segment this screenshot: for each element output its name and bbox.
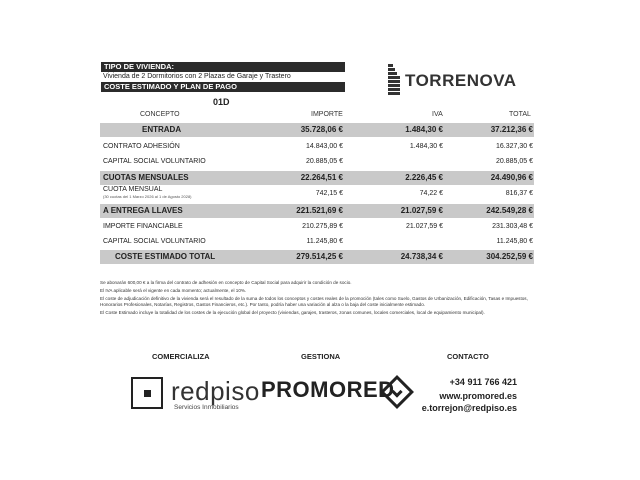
contacto-label: CONTACTO — [447, 352, 489, 361]
promored-logo-text: PROMORED — [261, 377, 395, 402]
row-total: 11.245,80 € — [496, 238, 533, 245]
row-importe: 221.521,69 € — [296, 206, 343, 215]
table-row — [100, 184, 534, 202]
note-text: El IVA aplicable será el vigente en cada momento; actualmente, el 10%. — [100, 287, 247, 293]
row-importe: 22.264,51 € — [300, 173, 343, 182]
row-total: 37.212,36 € — [490, 125, 533, 134]
table-row — [100, 171, 534, 185]
row-label: CUOTA MENSUAL — [103, 186, 163, 193]
redpiso-logo-text: redpiso — [171, 376, 260, 406]
row-label: IMPORTE FINANCIABLE — [103, 223, 183, 230]
redpiso-logo-icon — [131, 377, 163, 409]
row-label: ENTRADA — [142, 125, 182, 134]
note-text: El Coste Estimado incluye la totalidad de los costes de la ejecución global del proyecto (viviendas, garajes, trasteros, zonas comunes, locales comerciales, local de equipamiento municipal). — [100, 310, 485, 316]
row-label: COSTE ESTIMADO TOTAL — [115, 252, 216, 261]
table-row — [100, 204, 534, 218]
col-header-importe: IMPORTE — [311, 111, 343, 118]
note-text: Se abonarán 600,00 € a la firma del contrato de adhesión en concepto de Capital Social para adquirir la condición de socio. — [100, 280, 352, 285]
row-iva: 74,22 € — [419, 190, 443, 197]
row-importe: 35.728,06 € — [300, 125, 343, 134]
table-row — [100, 220, 534, 234]
row-total: 304.252,59 € — [486, 252, 533, 261]
row-iva: 21.027,59 € — [406, 223, 443, 230]
coste-estimado-label: COSTE ESTIMADO Y PLAN DE PAGO — [101, 82, 345, 92]
row-label: CUOTAS MENSUALES — [103, 173, 189, 182]
row-sublabel: (30 cuotas del 1 Marzo 2026 al 1 de Agosto 2028) — [103, 194, 192, 199]
redpiso-tagline: Servicios Inmobiliarios — [174, 404, 239, 411]
tipo-vivienda-value: Vivienda de 2 Dormitorios con 2 Plazas de Garaje y Trastero — [103, 73, 291, 80]
col-header-iva: IVA — [432, 111, 443, 118]
row-importe: 210.275,89 € — [302, 223, 343, 230]
table-row — [100, 123, 534, 137]
table-row — [100, 140, 534, 154]
row-total: 20.885,05 € — [496, 158, 533, 165]
row-importe: 279.514,25 € — [296, 252, 343, 261]
unit-code: 01D — [213, 97, 230, 107]
contact-phone: +34 911 766 421 — [449, 377, 517, 387]
table-row — [100, 235, 534, 249]
notes-block — [100, 280, 530, 318]
torrenova-logo — [388, 62, 517, 96]
row-importe: 11.245,80 € — [306, 238, 343, 245]
row-total: 816,37 € — [505, 190, 533, 197]
row-importe: 742,15 € — [315, 190, 343, 197]
row-label: CONTRATO ADHESIÓN — [103, 143, 180, 150]
tipo-vivienda-label: TIPO DE VIVIENDA: — [101, 62, 345, 72]
row-label: CAPITAL SOCIAL VOLUNTARIO — [103, 158, 206, 165]
row-iva: 1.484,30 € — [409, 143, 443, 150]
row-iva: 24.738,34 € — [400, 252, 443, 261]
row-total: 242.549,28 € — [486, 206, 533, 215]
table-row — [100, 155, 534, 169]
row-label: A ENTREGA LLAVES — [103, 206, 183, 215]
contact-web: www.promored.es — [439, 391, 517, 401]
gestiona-label: GESTIONA — [301, 352, 341, 361]
row-importe: 20.885,05 € — [306, 158, 343, 165]
row-label: CAPITAL SOCIAL VOLUNTARIO — [103, 238, 206, 245]
row-iva: 21.027,59 € — [400, 206, 443, 215]
row-total: 24.490,96 € — [490, 173, 533, 182]
row-iva: 2.226,45 € — [405, 173, 443, 182]
comercializa-label: COMERCIALIZA — [152, 352, 210, 361]
contact-email: e.torrejon@redpiso.es — [421, 403, 517, 413]
row-iva: 1.484,30 € — [405, 125, 443, 134]
brand-name: TORRENOVA — [405, 71, 517, 90]
col-header-concepto: CONCEPTO — [140, 111, 180, 118]
note-text: El coste de adjudicación definitivo de la vivienda será el resultado de la suma de todos los conceptos y costes reales de la promoción (tales como Suelo, Gastos de Urbanización, Edificación, Tasas e Impuestos, Honorarios Profesionales, Notarías, Registros, Gastos Financieros, etc.). Por tanto, podría haber una variación al alza o la baja del coste inicialmente estimado. — [100, 295, 528, 308]
row-total: 231.303,48 € — [492, 223, 533, 230]
row-total: 16.327,30 € — [496, 143, 533, 150]
col-header-total: TOTAL — [509, 111, 531, 118]
building-icon — [388, 64, 402, 94]
table-row — [100, 250, 534, 264]
row-importe: 14.843,00 € — [306, 143, 343, 150]
